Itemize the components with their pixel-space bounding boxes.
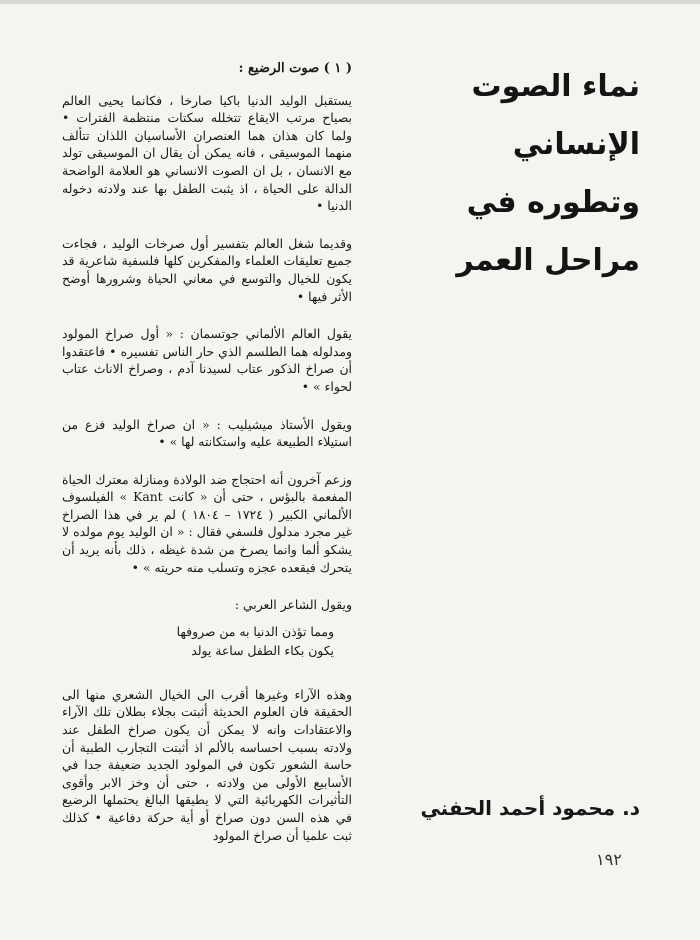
paragraph-2: وقديما شغل العالم بتفسير أول صرخات الوليد ، فجاءت جميع تعليقات العلماء والمفكرين كلها فلسفية شاعرية قد يكون للخيال والتوسع في معاني الحياة وشرورها أوضح الأثر فيها • — [62, 235, 352, 304]
page-number: ١٩٢ — [596, 850, 622, 869]
paragraph-1: يستقبل الوليد الدنيا باكيا صارخا ، فكانما يحيى العالم بصياح مرتب الايقاع تتخلله سكتات منتظمة الفترات • ولما كان هذان هما العنصران الأساسيان اللذان تتألف منهما الموسيقى ، فانه يمكن أن يقال ان الموسيقى تولد مع الانسان ، بل ان الصوت الانساني هو العلامة الواضحة الدالة على الحياة ، اذ يثبت الطفل بها عند ولادته دخوله الدنيا • — [62, 92, 352, 214]
poem-line-1: ومما تؤذن الدنيا به من صروفها — [176, 623, 334, 639]
article-body — [62, 60, 352, 864]
poem-line-2: يكون بكاء الطفل ساعة يولد — [191, 642, 334, 658]
title-line-2: وتطوره في مراحل العمر — [456, 185, 640, 278]
scan-edge — [0, 0, 700, 4]
article-title — [378, 58, 640, 290]
section-heading: ( ١ ) صوت الرضيع : — [238, 61, 352, 76]
poem — [62, 622, 352, 660]
title-line-1: نماء الصوت الإنساني — [471, 69, 640, 162]
paragraph-4: ويقول الأستاذ ميشيليب : « ان صراخ الوليد فزع من استيلاء الطبيعة عليه واستكانته لها » • — [62, 416, 352, 450]
closing-paragraph: وهذه الآراء وغيرها أقرب الى الخيال الشعري منها الى الحقيقة فان العلوم الحديثة أثبتت بجلاء بطلان تلك الآراء والاعتقادات وانه لا يمكن أن يكون صراخ الطفل عند ولادته بسبب احساسه بالألم اذ أثبتت التجارب الطبية أن حاسة الشعور تكون في المولود الجديد ضعيفة جدا في الأسابيع الأولى من ولادته ، حتى أن وخز الابر وأقوى التأثيرات الكهربائية التي لا يطيقها البالغ يحتملها الرضيع في هذه السن دون صراخ أو أية حركة دفاعية • كذلك ثبت علميا أن صراخ المولود — [62, 686, 352, 843]
author-name: د. محمود أحمد الحفني — [420, 796, 640, 820]
poem-intro: ويقول الشاعر العربي : — [234, 597, 352, 613]
paragraph-3: يقول العالم الألماني جوتسمان : « أول صراخ المولود ومدلوله هما الطلسم الذي حار الناس تفسيره • فاعتقدوا أن صراخ الذكور عتاب لسيدنا آدم ، وصراخ الاناث عتاب لحواء » • — [62, 326, 352, 394]
paragraph-5: وزعم آخرون أنه احتجاج ضد الولادة ومنازلة معترك الحياة المفعمة بالبؤس ، حتى أن « كانت Kant » الفيلسوف الألماني الكبير ( ١٧٢٤ – ١٨٠٤ ) لم ير في هذا الصراخ غير مجرد مدلول فلسفي فقال : « ان الوليد يوم مولده لا يشكو ألما وانما يصرخ من شدة غيظه ، ذلك بأنه يريد أن يتحرك فيقعده عجزه وتسلب منه حريته » • — [62, 471, 353, 575]
